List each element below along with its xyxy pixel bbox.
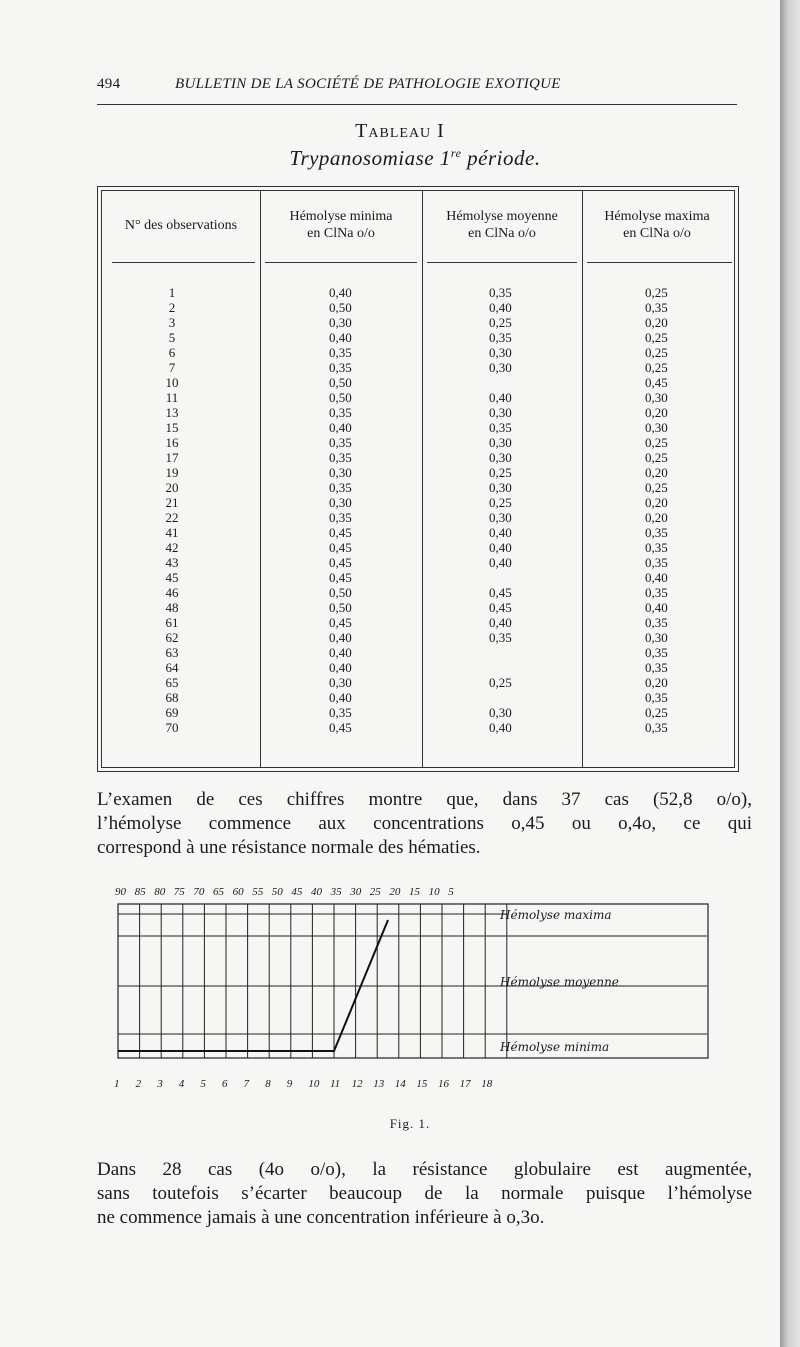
hemolyse-minima-value: 0,35 [329,705,352,720]
observation-number: 19 [165,465,179,480]
hemolyse-minima-value: 0,40 [329,630,352,645]
hemolyse-moyenne-value: 0,25 [489,495,512,510]
hemolyse-moyenne-value: 0,35 [489,285,512,300]
hemolyse-maxima-value: 0,20 [645,315,668,330]
bottom-scale-label: 2 [135,1078,142,1090]
hemolyse-minima-value: 0,35 [329,510,352,525]
observation-number: 46 [165,585,179,600]
bottom-scale-label: 10 [308,1078,320,1090]
hemolyse-minima-value: 0,50 [329,375,352,390]
hemolyse-maxima-value: 0,25 [645,450,668,465]
hemolyse-minima-value: 0,45 [329,615,352,630]
bottom-scale-label: 7 [243,1078,250,1090]
hemolyse-maxima-value: 0,25 [645,345,668,360]
header-rule [97,104,737,105]
hemolyse-minima-value: 0,40 [329,285,352,300]
observation-number: 64 [165,660,179,675]
hemolyse-maxima-value: 0,35 [645,540,668,555]
hemolyse-minima-value: 0,45 [329,525,352,540]
text-line: L’examen de ces chiffres montre que, dans 37 cas (52,8 o/o), [97,789,752,810]
hemolyse-minima-value: 0,40 [329,690,352,705]
observation-number: 20 [165,480,179,495]
hemolyse-minima-value: 0,30 [329,495,352,510]
top-scale-label: 55 [252,886,264,898]
observation-number: 42 [165,540,179,555]
hemolyse-maxima-value: 0,45 [645,375,668,390]
bottom-scale-label: 15 [416,1078,428,1090]
observation-number: 16 [165,435,179,450]
text-line: Dans 28 cas (4o o/o), la résistance globulaire est augmentée, [97,1159,752,1180]
table-subtitle: Trypanosomiase 1re période. [289,146,541,170]
hemolyse-maxima-value: 0,20 [645,510,668,525]
hemolyse-moyenne-value: 0,40 [489,615,512,630]
hemolyse-maxima-value: 0,30 [645,630,668,645]
observation-number: 6 [168,345,176,360]
observation-number: 45 [165,570,179,585]
observation-number: 7 [168,360,176,375]
bottom-scale-label: 6 [222,1078,228,1090]
hemolyse-minima-value: 0,40 [329,330,352,345]
hemolyse-moyenne-value: 0,40 [489,390,512,405]
hemolyse-moyenne-value [489,645,512,660]
observation-number: 43 [165,555,179,570]
bottom-scale-label: 18 [481,1078,493,1090]
figure-grid [118,904,708,1058]
observation-number: 5 [168,330,176,345]
hemolyse-moyenne-value: 0,35 [489,630,512,645]
text-line: l’hémolyse commence aux concentrations o,45 ou o,4o, ce qui [97,813,752,834]
top-scale-label: 85 [134,886,146,898]
bottom-scale-label: 3 [157,1078,163,1090]
header-rule [265,262,417,263]
hemolyse-maxima-value: 0,35 [645,660,668,675]
hemolyse-moyenne-value: 0,30 [489,450,512,465]
header-maxima: Hémolyse maxima en ClNa o/o [604,209,710,241]
header-moyenne: Hémolyse moyenne en ClNa o/o [446,209,558,241]
observation-number: 21 [165,495,179,510]
bottom-scale-label: 11 [330,1078,341,1090]
data-table [97,186,739,772]
observation-number: 68 [165,690,179,705]
figure-caption: Fig. 1. [389,1116,431,1131]
hemolyse-moyenne-value [489,570,512,585]
header-rule [112,262,255,263]
observation-number: 2 [168,300,176,315]
bottom-scale-label: 5 [200,1078,206,1090]
top-scale-label: 70 [193,886,205,898]
top-scale-label: 5 [448,886,454,898]
hemolyse-moyenne-value [489,660,512,675]
top-scale-label: 50 [271,886,283,898]
hemolyse-maxima-value: 0,35 [645,615,668,630]
label-hemolyse-maxima: Hémolyse maxima [500,908,612,922]
header-rule [427,262,577,263]
figure-1-chart [110,900,710,1076]
top-scale-label: 90 [115,886,126,898]
figure-frame [118,904,708,1058]
hemolyse-minima-value: 0,35 [329,345,352,360]
hemolyse-maxima-value: 0,35 [645,300,668,315]
moyenne-column [489,285,512,735]
header-minima: Hémolyse minima en ClNa o/o [289,209,393,241]
hemolyse-maxima-value: 0,35 [645,720,668,735]
hemolyse-maxima-value: 0,30 [645,420,668,435]
hemolyse-maxima-value: 0,35 [645,585,668,600]
hemolyse-minima-value: 0,45 [329,720,352,735]
observation-number: 1 [168,285,176,300]
hemolyse-maxima-value: 0,20 [645,465,668,480]
hemolyse-minima-value: 0,45 [329,540,352,555]
hemolyse-minima-value: 0,40 [329,660,352,675]
header-rule [587,262,732,263]
label-hemolyse-minima: Hémolyse minima [500,1040,610,1054]
hemolyse-minima-value: 0,35 [329,405,352,420]
top-scale-label: 65 [213,886,224,898]
bottom-scale-label: 16 [438,1078,449,1090]
top-scale-label: 75 [173,886,185,898]
hemolyse-minima-value: 0,35 [329,360,352,375]
observation-number: 13 [165,405,179,420]
figure-bottom-scale [0,1078,800,1094]
hemolyse-minima-value: 0,40 [329,420,352,435]
hemolyse-maxima-value: 0,25 [645,330,668,345]
hemolyse-moyenne-value: 0,40 [489,720,512,735]
page-edge [780,0,800,1347]
paragraph-2 [97,1158,752,1230]
hemolyse-maxima-value: 0,40 [645,570,668,585]
hemolyse-moyenne-value: 0,40 [489,555,512,570]
hemolyse-moyenne-value: 0,35 [489,330,512,345]
hemolyse-minima-value: 0,30 [329,465,352,480]
bottom-scale-label: 13 [373,1078,385,1090]
hemolyse-moyenne-value: 0,25 [489,465,512,480]
top-scale-label: 15 [409,886,420,898]
hemolyse-minima-value: 0,50 [329,600,352,615]
column-divider [260,191,261,767]
observation-number: 10 [165,375,179,390]
bottom-scale-label: 9 [286,1078,293,1090]
hemolyse-minima-value: 0,50 [329,300,352,315]
top-scale-label: 35 [330,886,342,898]
hemolyse-maxima-value: 0,35 [645,555,668,570]
hemolyse-moyenne-value: 0,30 [489,405,512,420]
observation-number: 70 [165,720,179,735]
hemolyse-moyenne-value: 0,30 [489,510,512,525]
top-scale-label: 40 [311,886,322,898]
hemolyse-maxima-value: 0,25 [645,705,668,720]
hemolyse-moyenne-value: 0,30 [489,705,512,720]
hemolyse-maxima-value: 0,20 [645,675,668,690]
hemolyse-moyenne-value: 0,45 [489,585,512,600]
paragraph-1 [97,788,752,860]
observation-number: 61 [165,615,179,630]
hemolyse-minima-value: 0,40 [329,645,352,660]
page-number: 494 [97,76,121,92]
observation-number: 41 [165,525,179,540]
hemolyse-minima-value: 0,45 [329,555,352,570]
observations-column [152,285,192,735]
hemolyse-minima-value: 0,30 [329,675,352,690]
minima-column [329,285,352,735]
hemolyse-moyenne-value [489,690,512,705]
observation-number: 22 [165,510,179,525]
hemolyse-minima-value: 0,30 [329,315,352,330]
observation-number: 3 [168,315,176,330]
text-line: correspond à une résistance normale des hématies. [97,837,481,858]
hemolyse-minima-value: 0,50 [329,390,352,405]
observation-number: 69 [165,705,179,720]
bottom-scale-label: 12 [351,1078,363,1090]
hemolyse-maxima-value: 0,25 [645,360,668,375]
top-scale-label: 30 [350,886,362,898]
hemolyse-maxima-value: 0,30 [645,390,668,405]
hemolyse-minima-value: 0,35 [329,435,352,450]
column-divider [422,191,423,767]
hemolyse-moyenne-value: 0,30 [489,345,512,360]
text-line: ne commence jamais à une concentration inférieure à o,3o. [97,1207,545,1228]
hemolyse-moyenne-value [489,375,512,390]
top-scale-label: 60 [232,886,244,898]
top-scale-label: 80 [154,886,166,898]
bottom-scale-label: 4 [178,1078,185,1090]
hemolyse-moyenne-value: 0,40 [489,300,512,315]
top-scale-label: 45 [291,886,303,898]
hemolyse-minima-value: 0,35 [329,480,352,495]
hemolyse-moyenne-value: 0,35 [489,420,512,435]
hemolyse-maxima-value: 0,25 [645,480,668,495]
hemolyse-maxima-value: 0,20 [645,405,668,420]
hemolyse-maxima-value: 0,35 [645,690,668,705]
hemolyse-maxima-value: 0,35 [645,525,668,540]
label-hemolyse-moyenne: Hémolyse moyenne [500,975,619,989]
hemolyse-maxima-value: 0,25 [645,435,668,450]
observation-number: 11 [165,390,179,405]
hemolyse-moyenne-value: 0,25 [489,315,512,330]
hemolyse-minima-value: 0,50 [329,585,352,600]
hemolyse-maxima-value: 0,25 [645,285,668,300]
observation-number: 17 [165,450,179,465]
hemolyse-moyenne-value: 0,30 [489,480,512,495]
hemolyse-maxima-value: 0,40 [645,600,668,615]
observation-number: 63 [165,645,179,660]
column-divider [582,191,583,767]
journal-title: BULLETIN DE LA SOCIÉTÉ DE PATHOLOGIE EXOTIQUE [175,76,561,92]
hemolyse-moyenne-value: 0,40 [489,525,512,540]
hemolyse-minima-value: 0,45 [329,570,352,585]
observation-number: 15 [165,420,179,435]
text-line: sans toutefois s’écarter beaucoup de la normale puisque l’hémolyse [97,1183,752,1204]
bottom-scale-label: 8 [265,1078,271,1090]
hemolyse-maxima-value: 0,20 [645,495,668,510]
hemolyse-moyenne-value: 0,30 [489,435,512,450]
bottom-scale-label: 14 [394,1078,406,1090]
hemolyse-moyenne-value: 0,40 [489,540,512,555]
observation-number: 62 [165,630,179,645]
table-title: Tableau I [355,120,445,142]
bottom-scale-label: 1 [114,1078,120,1090]
hemolyse-moyenne-value: 0,30 [489,360,512,375]
observation-number: 48 [165,600,179,615]
header-observations: N° des observations [124,218,238,233]
hemolyse-minima-value: 0,35 [329,450,352,465]
hemolyse-moyenne-value: 0,45 [489,600,512,615]
top-scale-label: 20 [389,886,401,898]
maxima-column [645,285,668,735]
hemolyse-maxima-value: 0,35 [645,645,668,660]
top-scale-label: 10 [428,886,440,898]
observation-number: 65 [165,675,179,690]
hemolyse-moyenne-value: 0,25 [489,675,512,690]
bottom-scale-label: 17 [459,1078,471,1090]
top-scale-label: 25 [369,886,381,898]
table-inner-frame [101,190,735,768]
